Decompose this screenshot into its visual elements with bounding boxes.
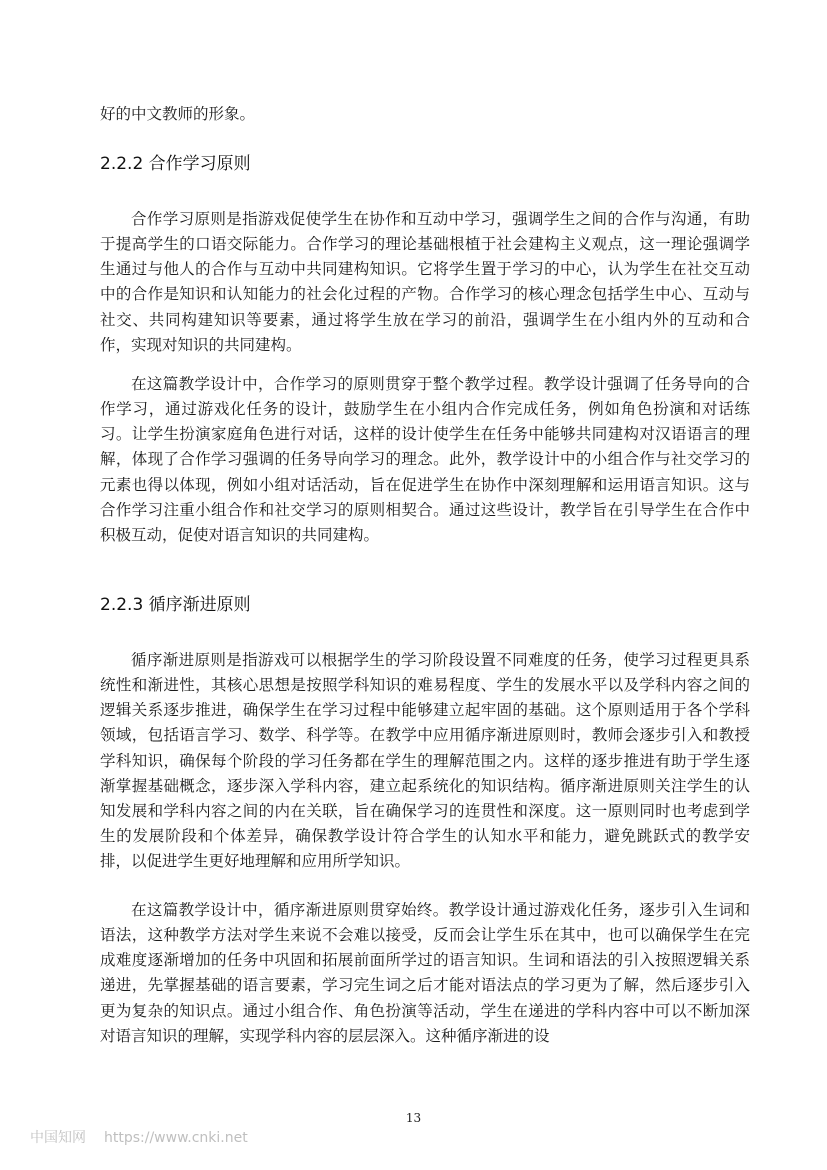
watermark-brand: 中国知网 (30, 1130, 86, 1146)
paragraph: 在这篇教学设计中，循序渐进原则贯穿始终。教学设计通过游戏化任务，逐步引入生词和语法，这种教学方法对学生来说不会难以接受，反而会让学生乐在其中，也可以确保学生在完成难度逐渐增加的任务中巩固和拓展前面所学过的语言知识。生词和语法的引入按照逻辑关系递进，先掌握基础的语言要素，学习完生词之后才能对语法点的学习更为了解，然后逐步引入更为复杂的知识点。通过小组合作、角色扮演等活动，学生在递进的学科内容中可以不断加深对语言知识的理解，实现学科内容的层层深入。这种循序渐进的设 (100, 901, 750, 1045)
page-number: 13 (405, 1111, 422, 1125)
watermark-url: https://www.cnki.net (104, 1130, 248, 1146)
paragraph: 循序渐进原则是指游戏可以根据学生的学习阶段设置不同难度的任务，使学习过程更具系统性和渐进性，其核心思想是按照学科知识的难易程度、学生的发展水平以及学科内容之间的逻辑关系逐步推进，确保学生在学习过程中能够建立起牢固的基础。这个原则适用于各个学科领域，包括语言学习、数学、科学等。在教学中应用循序渐进原则时，教师会逐步引入和教授学科知识，确保每个阶段的学习任务都在学生的理解范围之内。这样的逐步推进有助于学生逐渐掌握基础概念，逐步深入学科内容，建立起系统化的知识结构。循序渐进原则关注学生的认知发展和学科内容之间的内在关联，旨在确保学习的连贯性和深度。这一原则同时也考虑到学生的发展阶段和个体差异，确保教学设计符合学生的认知水平和能力，避免跳跃式的教学安排，以促进学生更好地理解和应用所学知识。 (100, 651, 750, 871)
paragraph: 合作学习原则是指游戏促使学生在协作和互动中学习，强调学生之间的合作与沟通，有助于提高学生的口语交际能力。合作学习的理论基础根植于社会建构主义观点，这一理论强调学生通过与他人的合作与互动中共同建构知识。它将学生置于学习的中心，认为学生在社交互动中的合作是知识和认知能力的社会化过程的产物。合作学习的核心理念包括学生中心、互动与社交、共同构建知识等要素，通过将学生放在学习的前沿，强调学生在小组内外的互动和合作，实现对知识的共同建构。 (100, 210, 750, 354)
paragraph: 在这篇教学设计中，合作学习的原则贯穿于整个教学过程。教学设计强调了任务导向的合作学习，通过游戏化任务的设计，鼓励学生在小组内合作完成任务，例如角色扮演和对话练习。让学生扮演家庭角色进行对话，这样的设计使学生在任务中能够共同建构对汉语语言的理解，体现了合作学习强调的任务导向学习的理念。此外，教学设计中的小组合作与社交学习的元素也得以体现，例如小组对话活动，旨在促进学生在协作中深刻理解和运用语言知识。这与合作学习注重小组合作和社交学习的原则相契合。通过这些设计，教学旨在引导学生在合作中积极互动，促使对语言知识的共同建构。 (100, 375, 750, 544)
continuation-text: 好的中文教师的形象。 (100, 105, 256, 123)
watermark (30, 1127, 248, 1147)
section-heading-cooperative-learning: 2.2.2 合作学习原则 (100, 154, 251, 174)
section-heading-gradual-progression: 2.2.3 循序渐进原则 (100, 595, 251, 615)
